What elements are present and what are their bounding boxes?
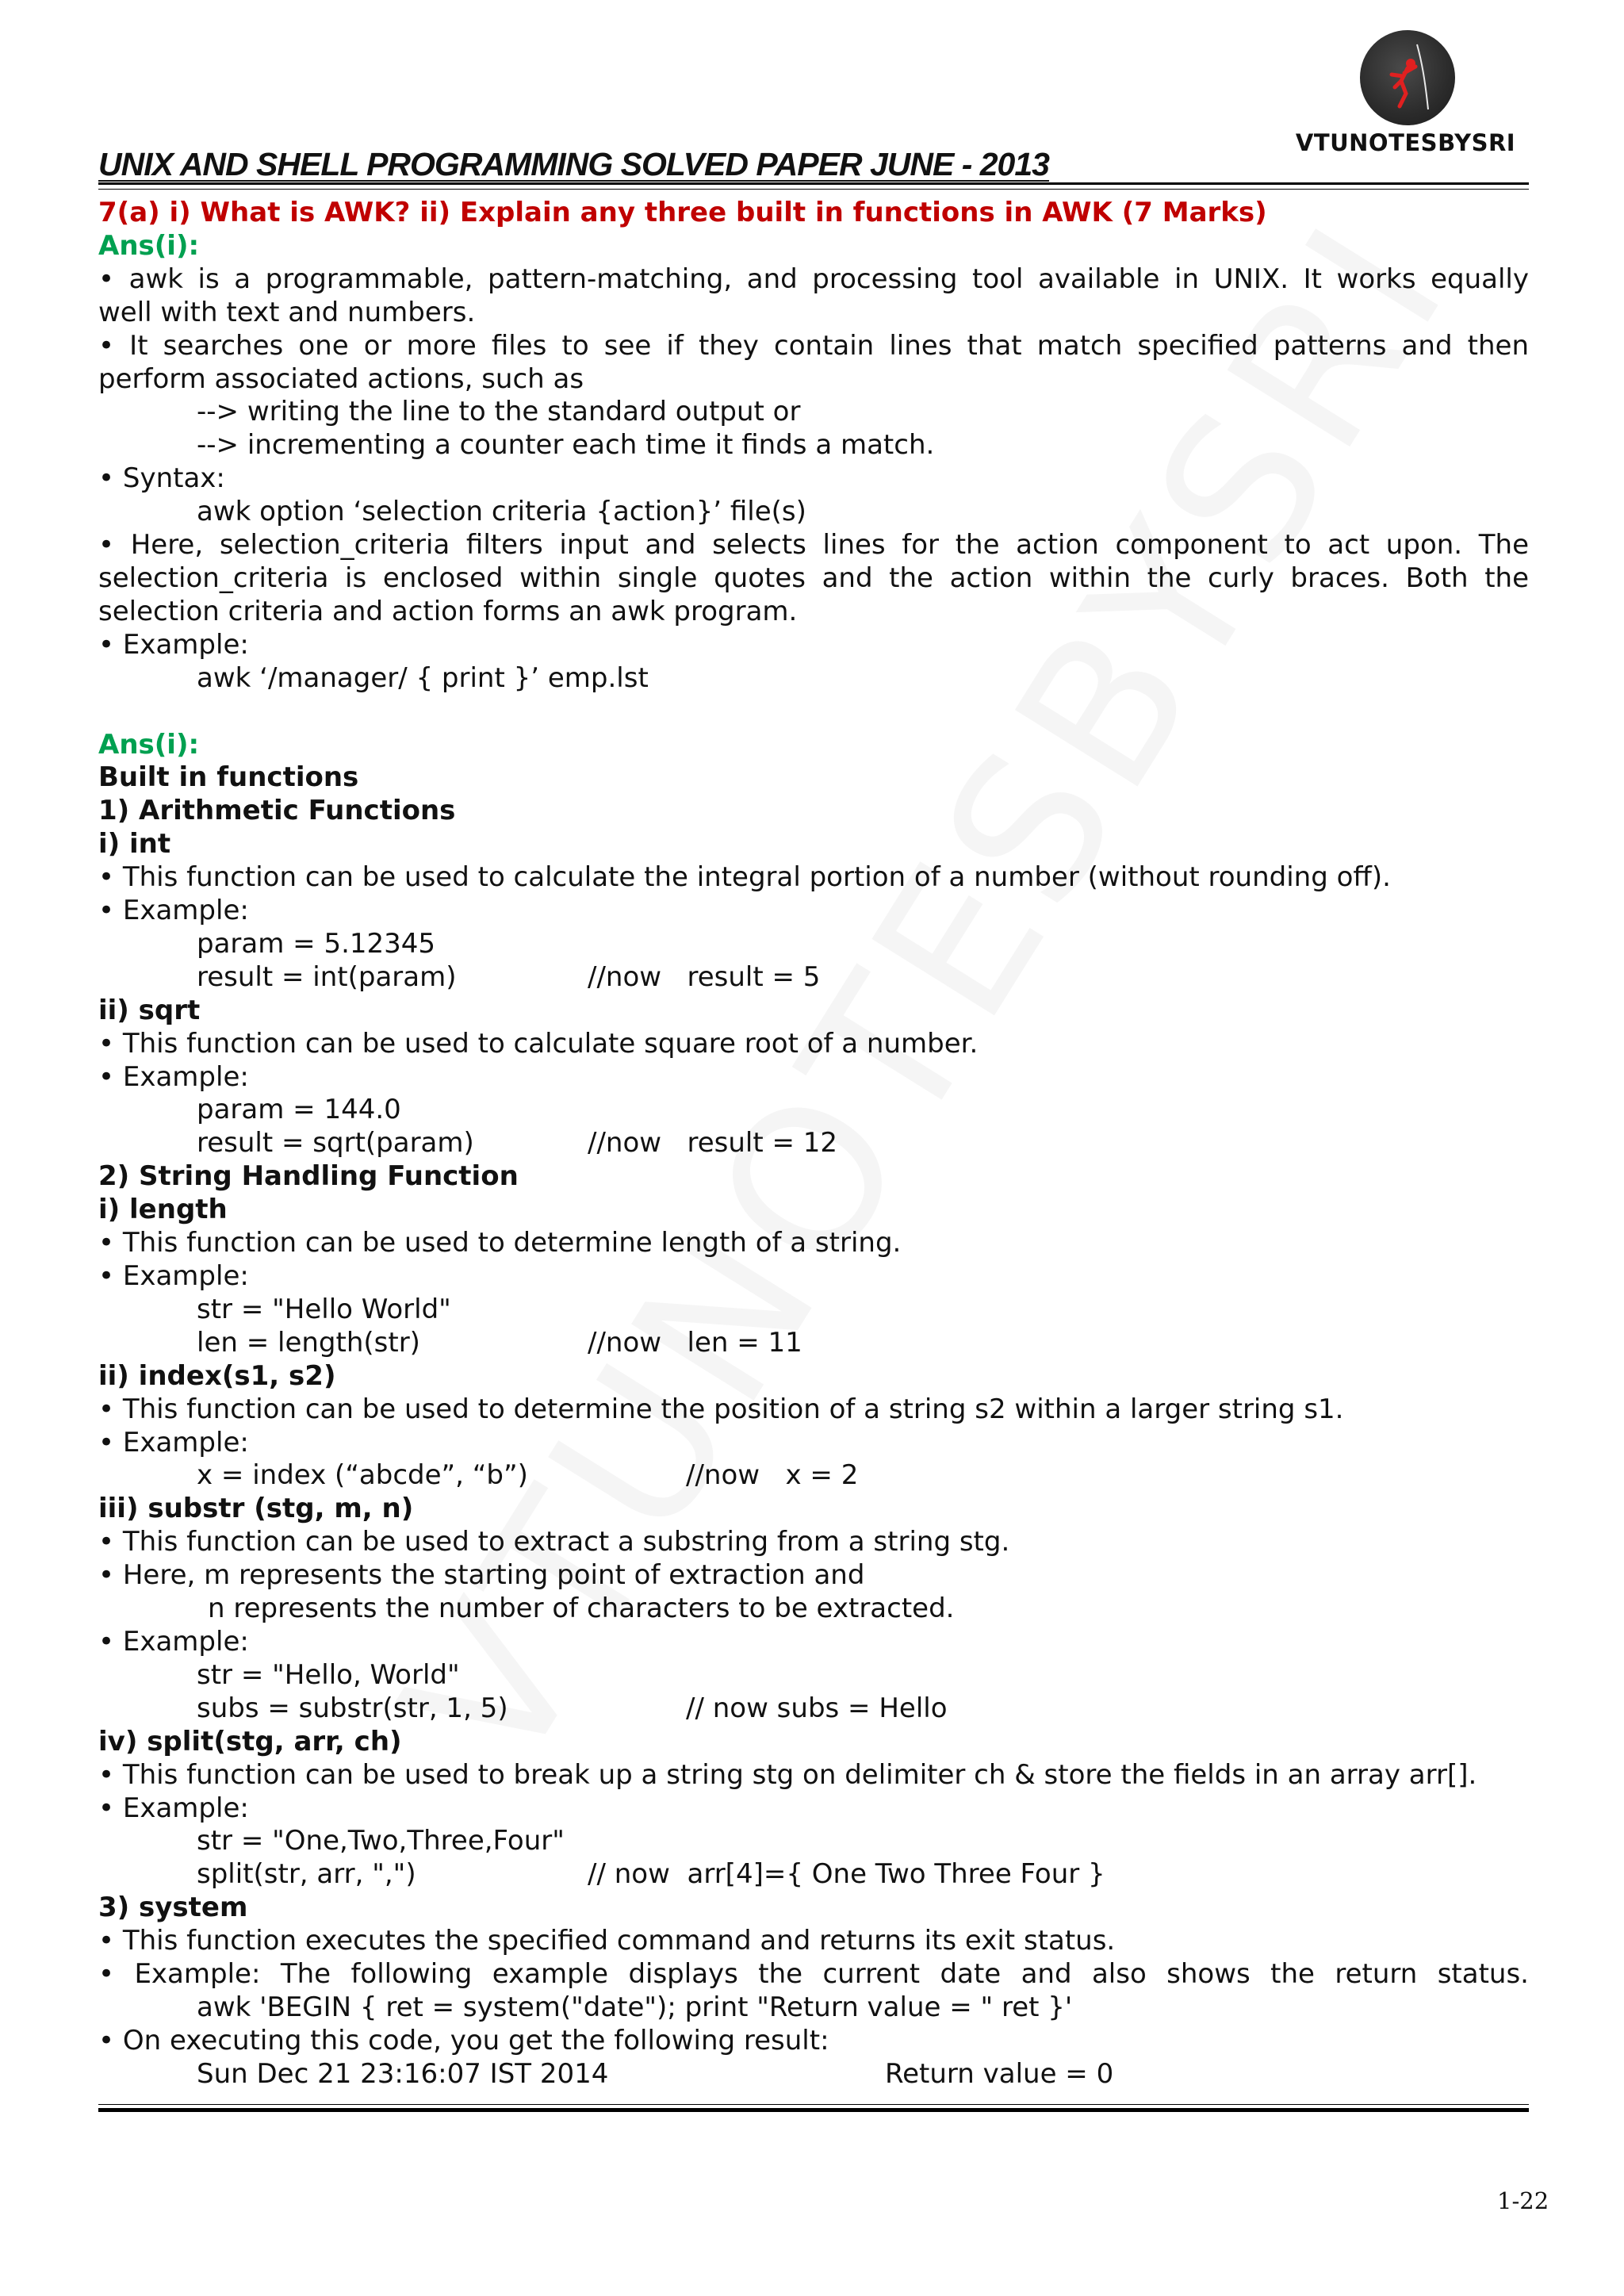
code: result = int(param) [197, 960, 457, 993]
example-code-line [98, 1459, 1529, 1493]
function-heading: ii) index(s1, s2) [98, 1359, 336, 1392]
syntax-code: awk option ‘selection criteria {action}’ file(s) [197, 496, 806, 528]
header-rule-thin [98, 189, 1529, 190]
output-date: Sun Dec 21 23:16:07 IST 2014 [197, 2057, 609, 2090]
example-label: • Example: [98, 1426, 249, 1458]
paragraph-line: perform associated actions, such as [98, 362, 584, 395]
example-description: • Example: The following example displays the current date and also shows the return status. [98, 1958, 1529, 1991]
code-comment: // now subs = Hello [686, 1692, 948, 1724]
example-label: • Example: [98, 1625, 249, 1658]
climber-logo-icon [1360, 30, 1455, 125]
function-heading: ii) sqrt [98, 994, 201, 1026]
example-output-line [98, 2058, 1529, 2091]
section-heading: 2) String Handling Function [98, 1160, 519, 1193]
example-label: • Example: [98, 1792, 249, 1824]
action-item: --> writing the line to the standard output or [197, 396, 801, 428]
syntax-label: • Syntax: [98, 462, 225, 495]
example-code: str = "Hello World" [197, 1293, 451, 1325]
answer-label: Ans(i): [98, 728, 200, 761]
question-heading: 7(a) i) What is AWK? ii) Explain any three built in functions in AWK (7 Marks) [98, 197, 1267, 228]
code: subs = substr(str, 1, 5) [197, 1692, 508, 1724]
paragraph-line: selection criteria and action forms an awk program. [98, 595, 798, 627]
example-code-line [98, 1692, 1529, 1726]
header-rule-thick [98, 182, 1529, 185]
section-heading: 1) Arithmetic Functions [98, 795, 456, 827]
section-heading: 3) system [98, 1892, 248, 1924]
paragraph-line: • It searches one or more files to see if they contain lines that match specified patterns and then [98, 329, 1529, 362]
example-code-line [98, 1327, 1529, 1360]
example-code: awk ‘/manager/ { print }’ emp.lst [197, 661, 649, 694]
brand-name: VTUNOTESBYSRI [1295, 129, 1516, 156]
example-code-line [98, 1127, 1529, 1160]
function-description: • This function can be used to extract a substring from a string stg. [98, 1526, 1010, 1558]
paragraph-line: selection_criteria is enclosed within single quotes and the action within the curly braces. Both the [98, 562, 1529, 594]
example-code: param = 5.12345 [197, 927, 436, 960]
example-code: awk 'BEGIN { ret = system("date"); print "Return value = " ret }' [197, 1991, 1073, 2023]
function-description: • This function can be used to calculate square root of a number. [98, 1027, 979, 1060]
function-description: • On executing this code, you get the following result: [98, 2024, 829, 2056]
function-description: • This function can be used to determine length of a string. [98, 1227, 902, 1259]
code-comment: // now arr[4]={ One Two Three Four } [588, 1858, 1105, 1891]
page-body [98, 197, 1529, 2091]
function-description: • This function can be used to break up a string stg on delimiter ch & store the fields in an array arr[]. [98, 1758, 1477, 1791]
footer-rule-thick [98, 2108, 1529, 2112]
code-comment: //now result = 12 [588, 1127, 838, 1159]
function-heading: i) int [98, 828, 171, 861]
code: len = length(str) [197, 1326, 420, 1359]
function-description: n represents the number of characters to be extracted. [208, 1593, 955, 1625]
paragraph-line: • Here, selection_criteria filters input and selects lines for the action component to act upon. The [98, 529, 1529, 562]
answer-label: Ans(i): [98, 229, 200, 262]
section-heading: Built in functions [98, 761, 359, 794]
example-code: str = "One,Two,Three,Four" [197, 1825, 565, 1857]
code: x = index (“abcde”, “b”) [197, 1459, 528, 1492]
code-comment: //now len = 11 [588, 1326, 802, 1359]
paragraph-line: • awk is a programmable, pattern-matching, and processing tool available in UNIX. It works equally [98, 263, 1529, 295]
function-heading: iii) substr (stg, m, n) [98, 1493, 414, 1525]
document-title: UNIX AND SHELL PROGRAMMING SOLVED PAPER JUNE - 2013 [98, 146, 1049, 182]
example-label: • Example: [98, 628, 249, 661]
function-description: • Here, m represents the starting point of extraction and [98, 1559, 865, 1592]
code-comment: //now x = 2 [686, 1459, 859, 1492]
action-item: --> incrementing a counter each time it finds a match. [197, 429, 935, 462]
footer-rule-thin [98, 2104, 1529, 2105]
function-heading: i) length [98, 1194, 228, 1226]
example-label: • Example: [98, 895, 249, 927]
function-description: • This function can be used to calculate the integral portion of a number (without rounding off). [98, 861, 1391, 894]
page-number: 1-22 [1497, 2187, 1549, 2214]
paragraph-line: well with text and numbers. [98, 296, 476, 328]
blank-line [98, 696, 1529, 729]
example-code: str = "Hello, World" [197, 1658, 460, 1691]
code: split(str, arr, ",") [197, 1858, 416, 1891]
code: result = sqrt(param) [197, 1127, 474, 1159]
example-code-line [98, 1858, 1529, 1892]
function-description: • This function executes the specified command and returns its exit status. [98, 1925, 1116, 1957]
example-label: • Example: [98, 1260, 249, 1292]
example-code: param = 144.0 [197, 1094, 401, 1126]
function-description: • This function can be used to determine the position of a string s2 within a larger string s1. [98, 1393, 1344, 1425]
example-label: • Example: [98, 1060, 249, 1093]
output-return-value: Return value = 0 [885, 2057, 1114, 2090]
code-comment: //now result = 5 [588, 960, 821, 993]
function-heading: iv) split(stg, arr, ch) [98, 1725, 402, 1757]
example-code-line [98, 961, 1529, 995]
